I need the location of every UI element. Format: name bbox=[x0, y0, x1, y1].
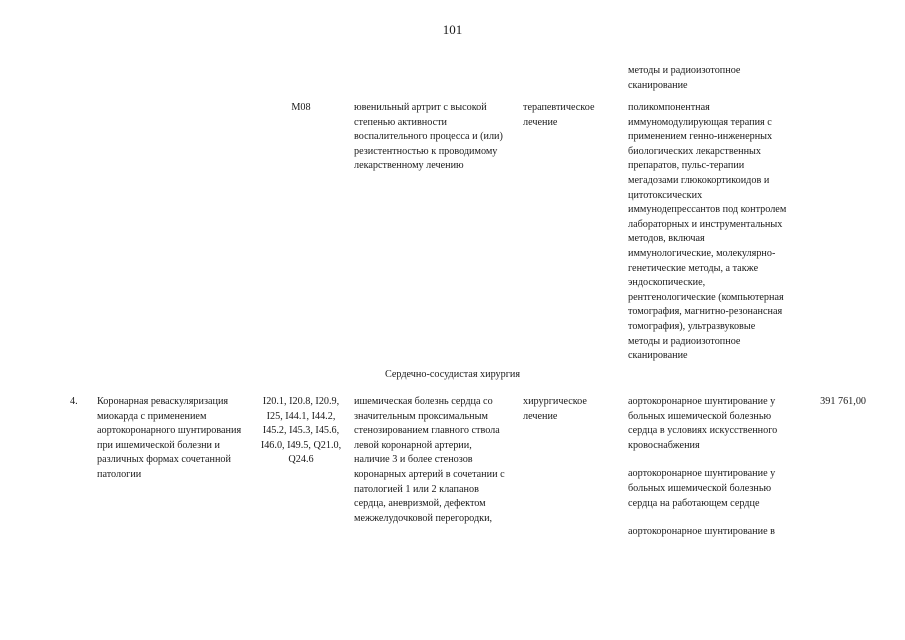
row-number-cell: 4. bbox=[70, 396, 78, 407]
method-paragraph: аортокоронарное шунтирование у больных ишемической болезнью сердца на работающем сердце bbox=[628, 468, 776, 509]
diagnosis-code-cell: M08 bbox=[291, 102, 311, 113]
treatment-methods-cell: поликомпонентная иммуномодулирующая терапия с применением генно-инженерных биологических лекарственных препаратов, пульс-терапии мегадозами глюкокортикоидов и цитотоксических иммунодепрессантов под контролем лабораторных и инструментальных методов, включая иммунологические, молекулярно- генетические методы, а также эндоскопические, рентгенологические (компьютерная томография, магнитно-резонансная томография), ультразвуковые методы и радиоизотопное сканирование bbox=[628, 102, 787, 362]
carryover-methods-text: методы и радиоизотопное сканирование bbox=[628, 65, 741, 91]
page-number: 101 bbox=[442, 22, 463, 37]
method-paragraph: аортокоронарное шунтирование у больных ишемической болезнью сердца в условиях искусственного кровоснабжения bbox=[628, 396, 778, 451]
treatment-type-cell: терапевтическое лечение bbox=[523, 102, 595, 128]
patient-model-cell: ишемическая болезнь сердца со значительным проксимальным стенозированием главного ствола левой коронарной артерии, наличие 3 и более стенозов коронарных артерий в сочетании с патологией 1 или 2 клапанов сердца, аневризмой, дефектом межжелудочковой перегородки, bbox=[354, 396, 505, 524]
care-type-name-cell: Коронарная реваскуляризация миокарда с применением аортокоронарного шунтирования при ишемической болезни и различных формах сочетанной патологии bbox=[97, 396, 242, 480]
treatment-methods-cell bbox=[628, 395, 803, 540]
patient-model-cell: ювенильный артрит с высокой степенью активности воспалительного процесса и (или) резистентностью к проводимому лекарственному лечению bbox=[354, 102, 503, 172]
method-paragraph: аортокоронарное шунтирование в bbox=[628, 526, 775, 538]
diagnosis-codes-cell: I20.1, I20.8, I20.9, I25, I44.1, I44.2, I45.2, I45.3, I45.6, I46.0, I49.5, Q21.0, Q24.6 bbox=[260, 396, 342, 466]
section-heading: Сердечно-сосудистая хирургия bbox=[384, 369, 521, 380]
cost-cell: 391 761,00 bbox=[820, 396, 866, 407]
treatment-type-cell: хирургическое лечение bbox=[523, 396, 587, 422]
